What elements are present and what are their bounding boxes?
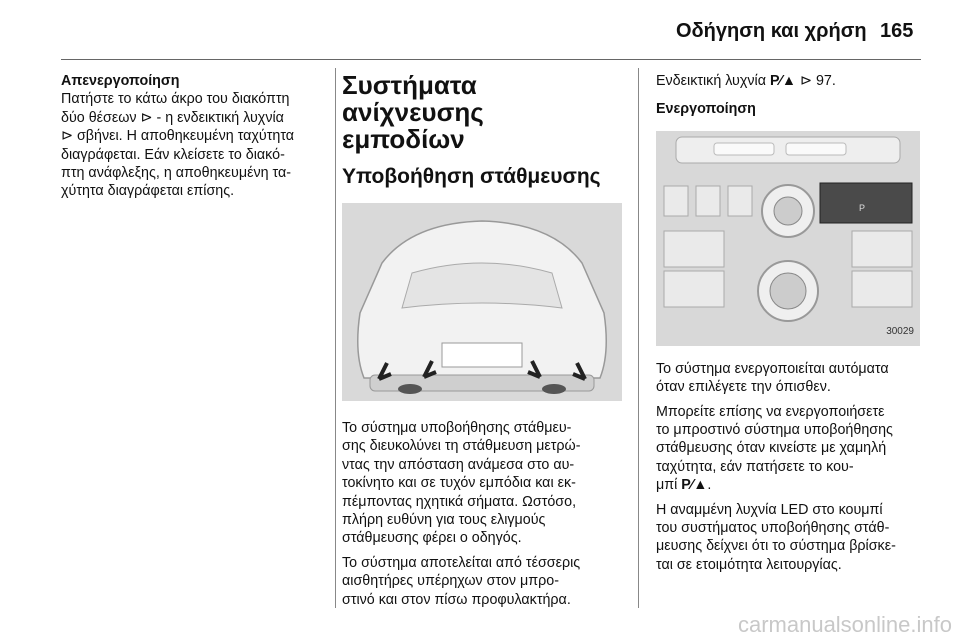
console-figure [656,131,920,346]
page-reference: ⊳ 97. [800,73,836,89]
indicator-text: Ενδεικτική λυχνία [656,73,766,89]
figure-number: 30029 [886,326,914,338]
text-line: Πατήστε το κάτω άκρο του διακόπτη [61,91,290,108]
text-line: του συστήματος υποβοήθησης στάθ- [656,520,890,537]
text-line: ταχύτητα, εάν πατήσετε το κου- [656,458,854,475]
deactivation-heading: Απενεργοποίηση [61,73,180,89]
center-console-illustration [656,131,920,346]
text-line: τοκίνητο και σε τυχόν εμπόδια και εκ- [342,475,576,492]
paragraph [342,419,624,548]
text-line: σης διευκολύνει τη στάθμευση μετρώ- [342,438,581,455]
text-line: Το σύστημα αποτελείται από τέσσερις [342,554,581,571]
text-line: ⊳ σβήνει. Η αποθηκευμένη ταχύτητα [61,128,295,145]
text-line: στάθμευσης φέρει ο οδηγός. [342,530,522,547]
text-line: πλήρη ευθύνη για τους ελιγμούς [342,512,546,529]
text-line: Μπορείτε επίσης να ενεργοποιήσετε [656,403,885,420]
text-line: Η αναμμένη λυχνία LED στο κουμπί [656,501,883,518]
park-assist-icon: P⁄▲ [769,73,797,89]
svg-text:P: P [859,202,866,213]
column-divider-2 [638,68,639,608]
watermark: carmanualsonline.info [737,612,952,637]
paragraph [656,360,922,397]
section-title [342,72,624,153]
intro-paragraph [342,419,624,609]
text-line: μευσης δείχνει ότι το σύστημα βρίσκε- [656,538,896,555]
text-line: δύο θέσεων ⊳ - η ενδεικτική λυχνία [61,109,284,126]
page-number: 165 [880,20,914,42]
rear-bumper-figure [342,203,622,401]
text-line: στινό και στον πίσω προφυλακτήρα. [342,591,571,608]
text-line: στάθμευσης όταν κινείστε με χαμηλή [656,440,887,457]
text-line: πέμποντας ηχητικά σήματα. Ωστόσο, [342,493,577,510]
deactivation-text [61,90,323,200]
car-rear-illustration [342,203,622,401]
section-title-line: Συστήματα ανίχνευσης [342,70,484,127]
page-header [0,0,960,60]
text-fragment: . [707,477,712,494]
text-line [656,476,922,494]
text-line: όταν επιλέγετε την όπισθεν. [656,379,831,396]
activation-heading: Ενεργοποίηση [656,101,756,118]
header-divider [61,59,921,60]
indicator-reference [656,72,922,90]
text-line: ντας την απόσταση ανάμεσα στο αυ- [342,456,575,473]
text-line: αισθητήρες υπέρηχων στον μπρο- [342,573,559,590]
text-line: χύτητα διαγράφεται επίσης. [61,183,235,200]
paragraph [342,554,624,609]
text-line: διαγράφεται. Εάν κλείσετε το διακό- [61,146,285,163]
text-line: Το σύστημα ενεργοποιείται αυτόματα [656,360,889,377]
text-line: πτη ανάφλεξης, η αποθηκευμένη τα- [61,165,292,182]
subsection-title: Υποβοήθηση στάθμευσης [342,165,601,188]
paragraph [656,403,922,495]
column-1 [61,72,323,201]
text-fragment: μπί [656,477,678,494]
column-3 [656,72,922,580]
paragraph [656,501,922,575]
park-assist-icon: P⁄▲ [681,477,708,494]
section-title-line: εμποδίων [342,124,465,154]
header-title: Οδήγηση και χρήση [676,20,867,42]
text-line: το μπροστινό σύστημα υποβοήθησης [656,422,893,439]
column-2 [342,72,624,615]
column-divider-1 [335,68,336,608]
text-line: ται σε ετοιμότητα λειτουργίας. [656,556,842,573]
text-line: Το σύστημα υποβοήθησης στάθμευ- [342,420,572,436]
